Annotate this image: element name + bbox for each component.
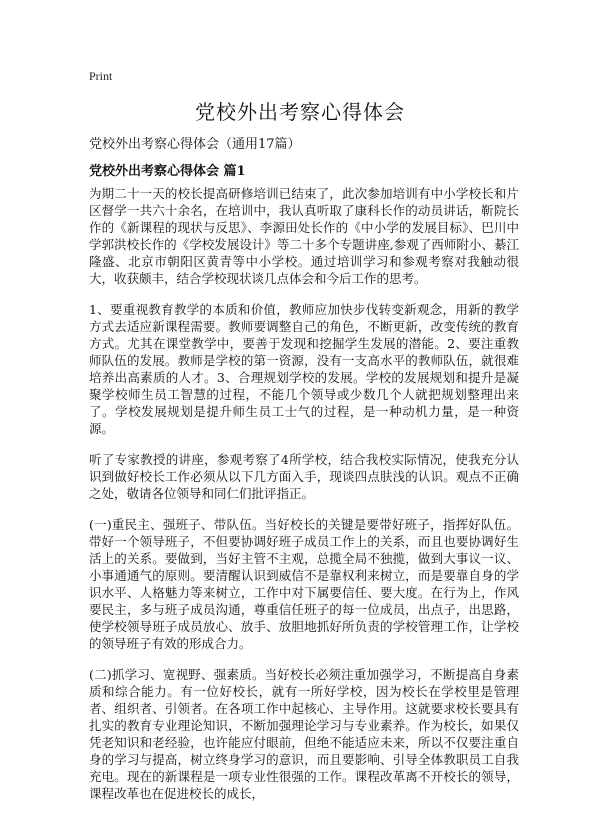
document-subtitle: 党校外出考察心得体会（通用17篇） — [89, 137, 301, 152]
paragraph-lecture: 听了专家教授的讲座，参观考察了4所学校，结合我校实际情况，使我充分认识到做好校长工作必须从以下几方面入手，现谈四点肤浅的认识。观点不正确之处，敬请各位领导和同仁们批评指正。 — [89, 452, 519, 501]
paragraph-democracy: (一)重民主、强班子、带队伍。当好校长的关键是要带好班子，指挥好队伍。带好一个领导班子，不但要协调好班子成员工作上的关系，而且也要协调好生活上的关系。要做到，当好主管不主观，总揽全局不独揽，做到大事议一议、小事通通气的原则。要清醒认识到威信不是靠权利来树立，而是要靠自身的学识水平、人格魅力等来树立，工作中对下属要信任、要大度。在行为上，作风要民主，多与班子成员沟通，尊重信任班子的每一位成员，出点子，出思路，使学校领导班子成员放心、放手、放胆地抓好所负责的学校管理工作，让学校的领导班子有效的形成合力。 — [89, 517, 519, 651]
paragraph-intro: 为期二十一天的校长提高研修培训已结束了，此次参加培训有中小学校长和片区督学一共六十余名，在培训中，我认真听取了康科长作的动员讲话，靳院长作的《新课程的现状与反思》、李源田处长作的《中小学的发展目标》、巴川中学郭洪校长作的《学校发展设计》等二十多个专题讲座,参观了西师附小、綦江隆盛、北京市朝阳区黄青等中小学校。通过培训学习和参观考察对我触动很大，收获颇丰，结合学校现状谈几点体会和今后工作的思考。 — [89, 186, 519, 286]
page-title: 党校外出考察心得体会 — [195, 100, 405, 124]
paragraph-points: 1、要重视教育教学的本质和价值，教师应加快步伐转变新观念，用新的教学方式去适应新课程需要。教师要调整自己的角色，不断更新，改变传统的教育方式。尤其在课堂教学中，要善于发现和挖掘学生发展的潜能。2、要注重教师队伍的发展。教师是学校的第一资源，没有一支高水平的教师队伍，就很难培养出高素质的人才。3、合理规划学校的发展。学校的发展规划和提升是凝聚学校师生员工智慧的过程，不能几个领导或少数几个人就把规划整理出来了。学校发展规划是提升师生员工士气的过程，是一种动机力量，是一种资源。 — [89, 302, 519, 436]
print-link[interactable]: Print — [89, 69, 113, 83]
paragraph-learning: (二)抓学习、宽视野、强素质。当好校长必须注重加强学习，不断提高自身素质和综合能力。有一位好校长，就有一所好学校，因为校长在学校里是管理者、组织者、引领者。在各项工作中起核心、主导作用。这就要求校长要具有扎实的教育专业理论知识，不断加强理论学习与专业素养。作为校长，如果仅凭老知识和老经验，也许能应付眼前，但绝不能适应未来，所以不仅要注重自身的学习与提高，树立终身学习的意识，而且要影响、引导全体教职员工自我充电。现在的新课程是一项专业性很强的工作。课程改革离不开校长的领导，课程改革也在促进校长的成长， — [89, 667, 519, 801]
body-text — [89, 185, 519, 816]
section-heading: 党校外出考察心得体会 篇1 — [89, 164, 246, 179]
